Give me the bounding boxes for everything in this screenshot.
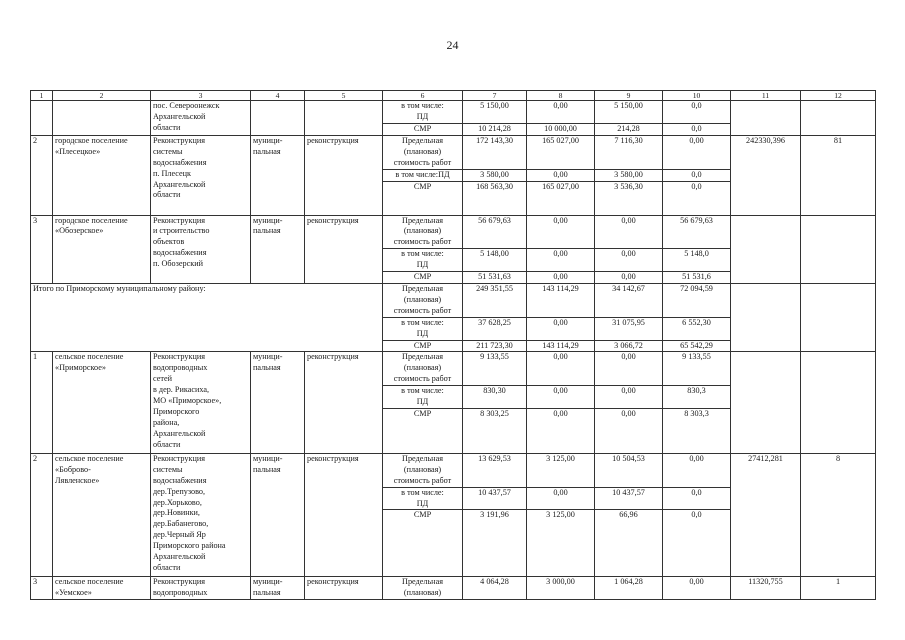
total-row: в том числе: ПД 37 628,25 0,00 31 075,95 6 552,30 (31, 317, 876, 340)
column-number: 5 (305, 91, 383, 101)
table-row: СМР 10 214,28 10 000,00 214,28 0,0 (31, 124, 876, 136)
object-cell: пос. Североонежск Архангельской области (151, 101, 251, 136)
column-number: 3 (151, 91, 251, 101)
cost-type-cell: Предельная (плановая) стоимость работ (383, 283, 463, 317)
column-number: 4 (251, 91, 305, 101)
object-cell: Реконструкция водопроводных сетей в дер. Рикасиха, МО «Приморское», Приморского района, Архангельской области (151, 352, 251, 454)
object-cell: Реконструкция системы водоснабжения п. Плесецк Архангельской области (151, 135, 251, 215)
page-number: 24 (446, 38, 459, 52)
total-row: Итого по Приморскому муниципальному району: Предельная (плановая) стоимость работ 249 351,55 143 114,29 34 142,67 72 094,59 (31, 283, 876, 317)
settlement-cell: сельское поселение «Уемское» (53, 577, 151, 600)
table-row: 2 городское поселение «Плесецкое» Реконструкция системы водоснабжения п. Плесецк Архангельской области муници- пальная реконструкция Предельная (плановая) стоимость работ 172 143,30 165 027,00 7 116,30 0,00 242330,396 81 (31, 135, 876, 169)
cost-type-cell: Предельная (плановая) стоимость работ (383, 135, 463, 169)
settlement-cell: сельское поселение «Боброво- Лявленское» (53, 453, 151, 577)
table-row: в том числе: ПД 10 437,57 0,00 10 437,57 0,0 (31, 487, 876, 510)
ownership-cell: муници- пальная (251, 453, 305, 577)
cost-type-cell: в том числе: ПД (383, 101, 463, 124)
column-number: 6 (383, 91, 463, 101)
table-row: 3 городское поселение «Обозерское» Реконструкция и строительство объектов водоснабжения п. Обозерский муници- пальная реконструкция Предельная (плановая) стоимость работ 56 679,63 0,00 0,00 56 679,63 (31, 215, 876, 249)
cost-type-cell: Предельная (плановая) (383, 577, 463, 600)
table-row: 1 сельское поселение «Приморское» Реконструкция водопроводных сетей в дер. Рикасиха, МО «Приморское», Приморского района, Архангельской области муници- пальная реконструкция Предельная (плановая) стоимость работ 9 133,55 0,00 0,00 9 133,55 (31, 352, 876, 386)
investment-table (30, 90, 876, 600)
table-row: в том числе: ПД 830,30 0,00 0,00 830,3 (31, 386, 876, 409)
table-row: в том числе: ПД 5 148,00 0,00 0,00 5 148,0 (31, 249, 876, 272)
table-row: СМР 168 563,30 165 027,00 3 536,30 0,0 (31, 181, 876, 215)
cost-type-cell: Предельная (плановая) стоимость работ (383, 215, 463, 249)
object-cell: Реконструкция и строительство объектов водоснабжения п. Обозерский (151, 215, 251, 283)
column-number: 1 (31, 91, 53, 101)
column-number: 12 (801, 91, 876, 101)
column-number: 10 (663, 91, 731, 101)
settlement-cell: городское поселение «Плесецкое» (53, 135, 151, 215)
table-row: пос. Североонежск Архангельской области в том числе: ПД 5 150,00 0,00 5 150,00 0,0 (31, 101, 876, 124)
cost-type-cell: в том числе: ПД (383, 317, 463, 340)
table-row: 3 сельское поселение «Уемское» Реконструкция водопроводных муници- пальная реконструкция Предельная (плановая) 4 064,28 3 000,00 1 064,28 0,00 11320,755 1 (31, 577, 876, 600)
total-label: Итого по Приморскому муниципальному району: (31, 283, 383, 351)
ownership-cell: муници- пальная (251, 135, 305, 215)
total-row: СМР 211 723,30 143 114,29 3 066,72 65 542,29 (31, 340, 876, 352)
ownership-cell: муници- пальная (251, 577, 305, 600)
column-number: 7 (463, 91, 527, 101)
column-number: 2 (53, 91, 151, 101)
column-number: 8 (527, 91, 595, 101)
column-number: 9 (595, 91, 663, 101)
table-row: в том числе:ПД 3 580,00 0,00 3 580,00 0,0 (31, 169, 876, 181)
table-row: СМР 51 531,63 0,00 0,00 51 531,6 (31, 272, 876, 284)
cost-type-cell: в том числе: ПД (383, 487, 463, 510)
table-row: СМР 3 191,96 3 125,00 66,96 0,0 (31, 510, 876, 577)
column-number: 11 (731, 91, 801, 101)
cost-type-cell: в том числе: ПД (383, 386, 463, 409)
cost-type-cell: в том числе: ПД (383, 249, 463, 272)
ownership-cell: муници- пальная (251, 352, 305, 454)
column-number-row (31, 91, 876, 101)
cost-type-cell: Предельная (плановая) стоимость работ (383, 352, 463, 386)
settlement-cell: городское поселение «Обозерское» (53, 215, 151, 283)
ownership-cell: муници- пальная (251, 215, 305, 283)
settlement-cell: сельское поселение «Приморское» (53, 352, 151, 454)
table-row: СМР 8 303,25 0,00 0,00 8 303,3 (31, 408, 876, 453)
cost-type-cell: Предельная (плановая) стоимость работ (383, 453, 463, 487)
object-cell: Реконструкция системы водоснабжения дер.Трепузово, дер.Хорьково, дер.Новинки, дер.Бабанегово, дер.Черный Яр Приморского района Архангельской области (151, 453, 251, 577)
object-cell: Реконструкция водопроводных (151, 577, 251, 600)
table-row: 2 сельское поселение «Боброво- Лявленское» Реконструкция системы водоснабжения дер.Трепузово, дер.Хорьково, дер.Новинки, дер.Бабанегово, дер.Черный Яр Приморского района Архангельской области муници- пальная реконструкция Предельная (плановая) стоимость работ 13 629,53 3 125,00 10 504,53 0,00 27412,281 8 (31, 453, 876, 487)
